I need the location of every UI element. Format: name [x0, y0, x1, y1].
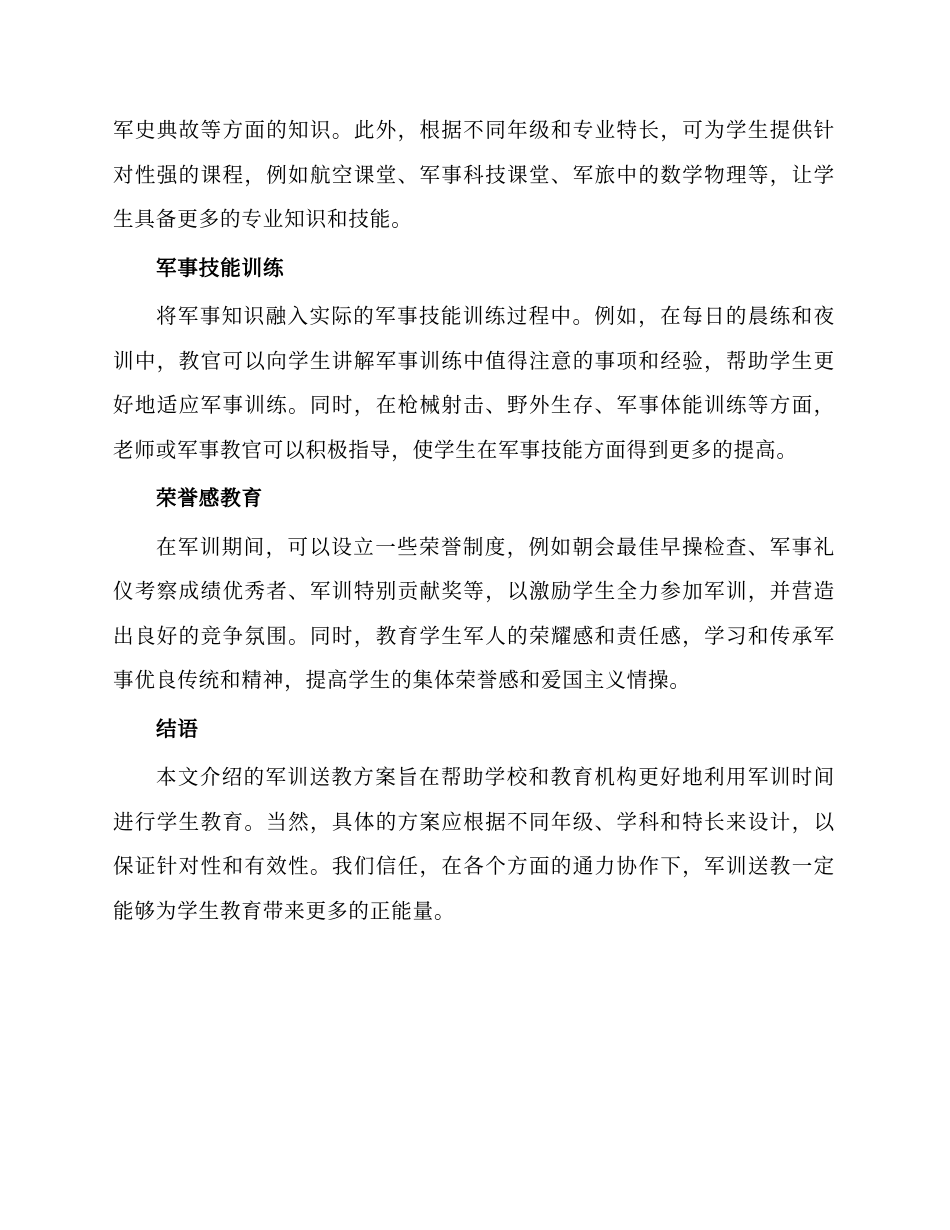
section-heading-conclusion: 结语	[156, 716, 199, 741]
document-body	[113, 108, 835, 933]
section-heading-honor-education: 荣誉感教育	[156, 486, 263, 510]
paragraph-military-skills: 将军事知识融入实际的军事技能训练过程中。例如，在每日的晨练和夜训中，教官可以向学生讲解军事训练中值得注意的事项和经验，帮助学生更好地适应军事训练。同时，在枪械射击、野外生存、军事体能训练等方面，老师或军事教官可以积极指导，使学生在军事技能方面得到更多的提高。	[113, 304, 835, 462]
paragraph-conclusion: 本文介绍的军训送教方案旨在帮助学校和教育机构更好地利用军训时间进行学生教育。当然，具体的方案应根据不同年级、学科和特长来设计，以保证针对性和有效性。我们信任，在各个方面的通力协作下，军训送教一定能够为学生教育带来更多的正能量。	[113, 765, 835, 923]
paragraph-honor-education: 在军训期间，可以设立一些荣誉制度，例如朝会最佳早操检查、军事礼仪考察成绩优秀者、军训特别贡献奖等，以激励学生全力参加军训，并营造出良好的竞争氛围。同时，教育学生军人的荣耀感和责任感，学习和传承军事优良传统和精神，提高学生的集体荣誉感和爱国主义情操。	[113, 534, 835, 692]
paragraph-course-knowledge: 军史典故等方面的知识。此外，根据不同年级和专业特长，可为学生提供针对性强的课程，例如航空课堂、军事科技课堂、军旅中的数学物理等，让学生具备更多的专业知识和技能。	[113, 118, 835, 231]
section-heading-military-skills: 军事技能训练	[156, 255, 285, 280]
